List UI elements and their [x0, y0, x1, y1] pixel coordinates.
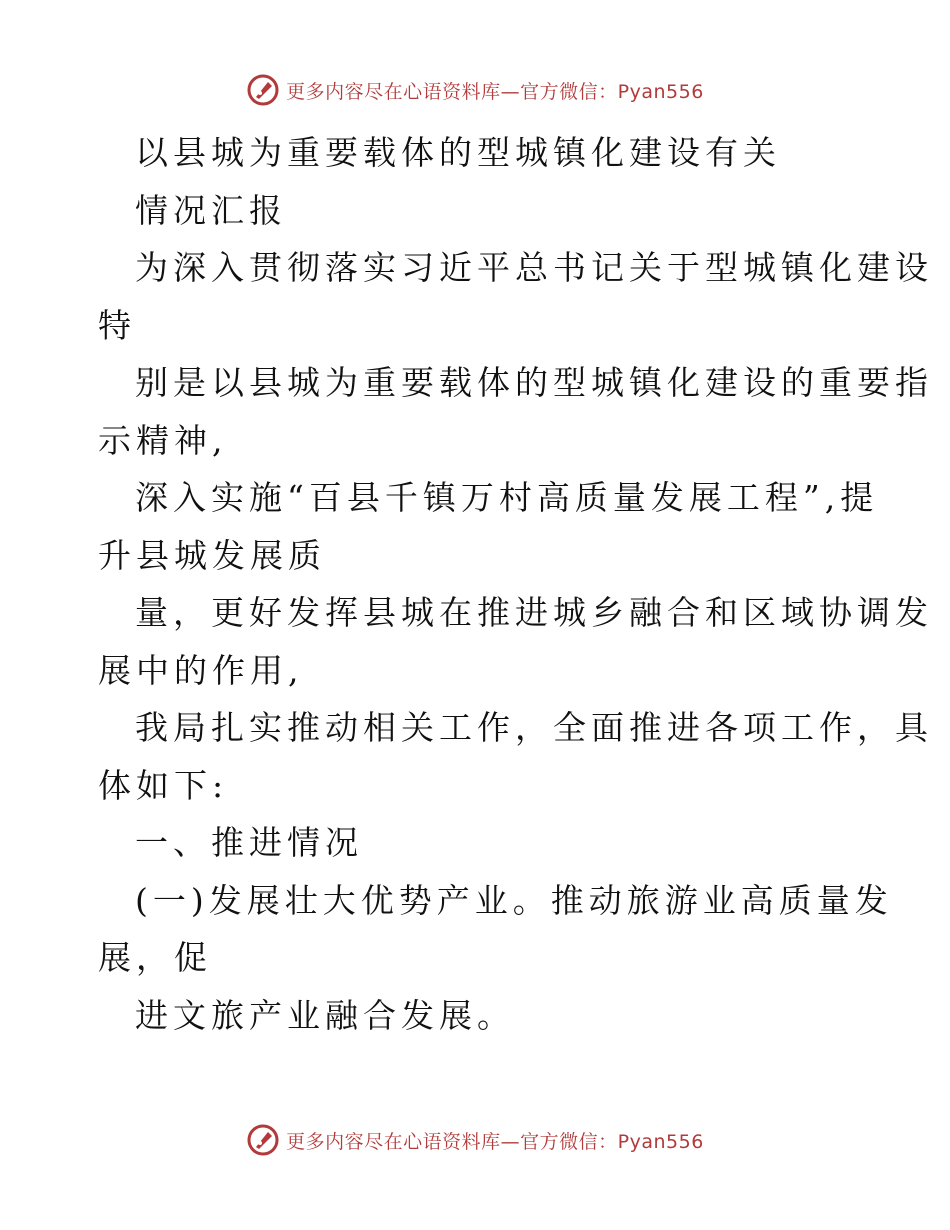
watermark-text: 更多内容尽在心语资料库—官方微信：Pyan556: [286, 1130, 704, 1153]
body-line: 进文旅产业融合发展。: [135, 995, 515, 1035]
body-line: 别是以县城为重要载体的型城镇化建设的重要指: [135, 363, 933, 402]
body-line: 我局扎实推动相关工作，全面推进各项工作，具: [135, 708, 933, 747]
body-line: 深入实施“百县千镇万村高质量发展工程”,提: [135, 478, 879, 517]
section-heading: 一、推进情况: [135, 823, 363, 862]
title-line-2: 情况汇报: [135, 190, 287, 230]
header-watermark: [0, 70, 950, 110]
title-line-1: 以县城为重要载体的型城镇化建设有关: [135, 133, 781, 172]
document-body: [98, 124, 933, 1044]
pen-nib-circle-icon: [246, 73, 280, 107]
body-line: 量，更好发挥县城在推进城乡融合和区域协调发: [135, 593, 933, 632]
body-line: 特: [98, 305, 136, 345]
body-line: 升县城发展质: [98, 535, 326, 575]
pen-nib-circle-icon: [246, 1123, 280, 1157]
body-line: 示精神,: [98, 420, 228, 460]
body-line: 展，促: [98, 938, 212, 977]
body-line: (一)发展壮大优势产业。推动旅游业高质量发: [135, 880, 893, 920]
body-line: 展中的作用,: [98, 650, 304, 690]
body-line: 体如下:: [98, 765, 229, 805]
footer-watermark: [0, 1120, 950, 1160]
watermark-text: 更多内容尽在心语资料库—官方微信：Pyan556: [286, 80, 704, 103]
body-line: 为深入贯彻落实习近平总书记关于型城镇化建设: [135, 248, 933, 287]
